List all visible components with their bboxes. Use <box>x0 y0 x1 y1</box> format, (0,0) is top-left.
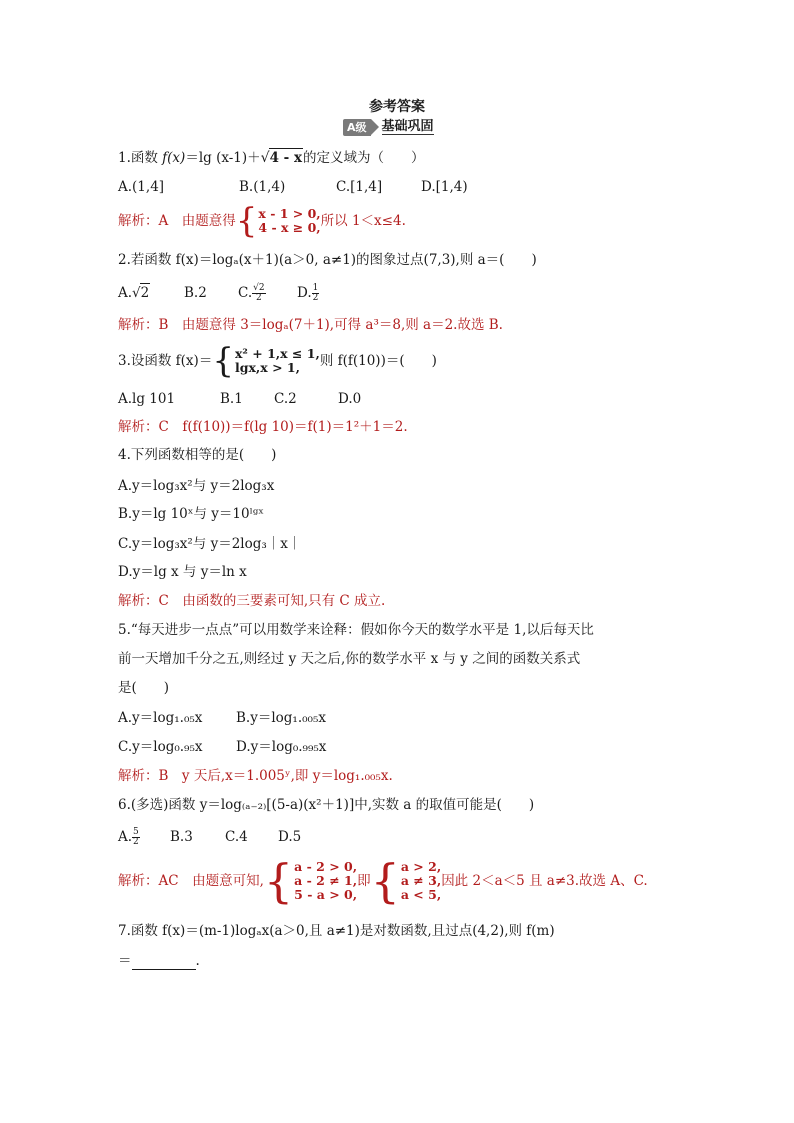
q6-option-c: C.4 <box>225 829 248 845</box>
level-badge: A级 <box>343 119 371 136</box>
q3-answer: 解析：C f(f(10))＝f(lg 10)＝f(1)＝1²＋1＝2. <box>118 419 408 435</box>
q6-options <box>118 828 301 847</box>
level-label: 基础巩固 <box>381 119 434 134</box>
q7-stem-line1: 7.函数 f(x)＝(m-1)logₐx(a＞0,且 a≠1)是对数函数,且过点(4,2),则 f(m) <box>118 923 555 939</box>
answer-blank[interactable] <box>132 955 196 970</box>
q1-stem: 1.函数 f(x)＝lg (x-1)＋√4 - x的定义域为（ ） <box>118 150 425 166</box>
q5-option-d: D.y＝log₀.₉₉₅x <box>236 739 327 755</box>
sqrt-sign: √ <box>260 150 270 166</box>
q6-answer-system2: { a > 2, a ≠ 3, a < 5, <box>370 854 442 908</box>
q1-option-a: A.(1,4] <box>118 179 165 195</box>
q6-answer-system1: { a - 2 > 0, a - 2 ≠ 1, 5 - a > 0, <box>263 854 358 908</box>
q5-answer: 解析：B y 天后,x＝1.005ʸ,即 y＝log₁.₀₀₅x. <box>118 768 393 784</box>
q1-option-d: D.[1,4) <box>421 179 468 195</box>
q4-answer: 解析：C 由函数的三要素可知,只有 C 成立. <box>118 593 386 609</box>
q6-option-d: D.5 <box>278 829 302 845</box>
q5-options-row1 <box>118 709 326 727</box>
q2-option-c: C. $\frac{√2}{2}$ <box>238 283 265 303</box>
q1-options <box>118 178 468 196</box>
q6-answer: 解析：AC 由题意可知, { a - 2 > 0, a - 2 ≠ 1, 5 - a > 0, 即 { a > 2, a ≠ 3, a < 5, 因此 2＜a＜5 且 a≠3.故选 A、C. <box>118 854 648 908</box>
q2-option-b: B.2 <box>184 285 207 301</box>
q7-stem-line2: ＝ . <box>118 953 200 969</box>
q5-stem-line2: 前一天增加千分之五,则经过 y 天之后,你的数学水平 x 与 y 之间的函数关系式 <box>118 651 581 667</box>
q3-option-a: A.lg 101 <box>118 391 176 407</box>
q5-option-b: B.y＝log₁.₀₀₅x <box>236 710 326 726</box>
q6-option-b: B.3 <box>170 829 193 845</box>
q3-options <box>118 390 361 408</box>
q1-answer-system: { x - 1 > 0, 4 - x ≥ 0, <box>235 201 321 241</box>
page-title: 参考答案 <box>369 99 425 115</box>
q2-answer: 解析：B 由题意得 3＝logₐ(7＋1),可得 a³＝8,则 a＝2.故选 B. <box>118 317 503 333</box>
q3-option-c: C.2 <box>274 391 297 407</box>
q1-answer: 解析：A 由题意得 { x - 1 > 0, 4 - x ≥ 0, 所以 1＜x≤4. <box>118 201 406 241</box>
q3-option-d: D.0 <box>338 391 362 407</box>
q3-option-b: B.1 <box>220 391 243 407</box>
q4-option-d: D.y＝lg x 与 y＝ln x <box>118 564 247 580</box>
q5-stem-line1: 5.“每天进步一点点”可以用数学来诠释：假如你今天的数学水平是 1,以后每天比 <box>118 622 594 638</box>
q5-stem-line3: 是( ) <box>118 680 170 696</box>
q4-option-c: C.y＝log₃x²与 y＝2log₃｜x｜ <box>118 536 302 552</box>
q1-option-c: C.[1,4] <box>336 179 383 195</box>
level-badge-arrow <box>371 119 379 135</box>
q6-stem: 6.(多选)函数 y＝log₍ₐ₋₂₎[(5-a)(x²＋1)]中,实数 a 的取值可能是( ) <box>118 797 535 813</box>
q4-option-a: A.y＝log₃x²与 y＝2log₃x <box>118 478 275 494</box>
level-heading <box>343 118 434 136</box>
q4-option-b: B.y＝lg 10ˣ与 y＝10ˡᵍˣ <box>118 506 264 522</box>
q3-piecewise: { x² + 1,x ≤ 1, lgx,x > 1, <box>212 341 320 381</box>
q2-option-a: A.√2 <box>118 285 150 301</box>
q2-option-d: D. $\frac{1}{2}$ <box>297 283 319 303</box>
q5-options-row2 <box>118 738 326 756</box>
q2-options <box>118 283 319 303</box>
q6-option-a: A. $\frac{5}{2}$ <box>118 827 139 847</box>
q3-stem: 3.设函数 f(x)＝ { x² + 1,x ≤ 1, lgx,x > 1, 则 f(f(10))＝( ) <box>118 341 437 381</box>
q5-option-c: C.y＝log₀.₉₅x <box>118 739 203 755</box>
q2-stem: 2.若函数 f(x)＝logₐ(x＋1)(a＞0, a≠1)的图象过点(7,3),则 a＝( ) <box>118 252 537 268</box>
q1-option-b: B.(1,4) <box>239 179 286 195</box>
q4-stem: 4.下列函数相等的是( ) <box>118 447 277 463</box>
q5-option-a: A.y＝log₁.₀₅x <box>118 710 203 726</box>
